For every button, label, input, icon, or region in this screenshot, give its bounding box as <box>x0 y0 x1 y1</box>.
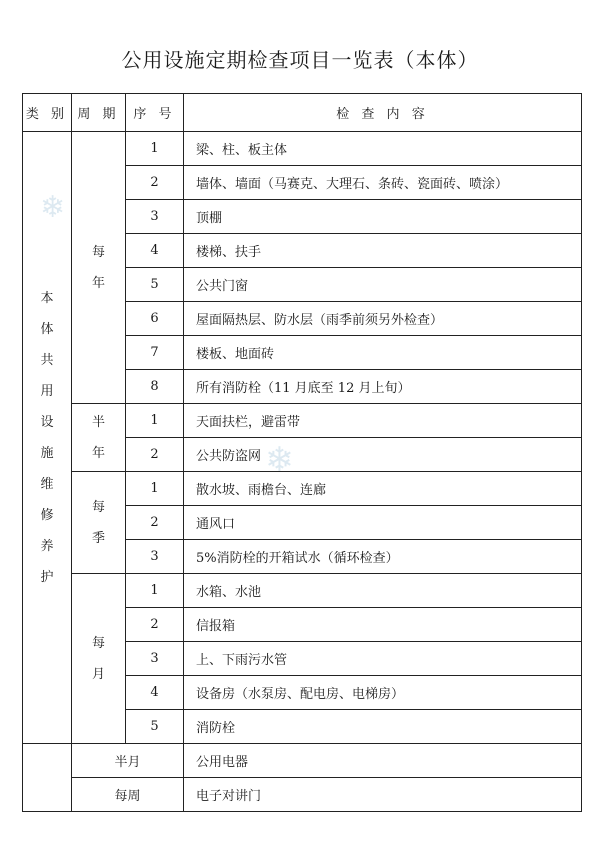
item-cell: 楼梯、扶手 <box>184 234 582 268</box>
header-period: 周 期 <box>72 94 126 132</box>
item-cell: 电子对讲门 <box>184 778 582 812</box>
seq-cell: 6 <box>126 302 184 336</box>
period-cell <box>72 132 126 404</box>
item-cell: 信报箱 <box>184 608 582 642</box>
item-cell: 水箱、水池 <box>184 574 582 608</box>
period-cell: 每周 <box>72 778 184 812</box>
category-label: 本 体 共 用 设 施 维 修 养 护 <box>40 290 54 585</box>
item-cell: 屋面隔热层、防水层（雨季前须另外检查） <box>184 302 582 336</box>
seq-cell: 1 <box>126 472 184 506</box>
item-cell: 设备房（水泵房、配电房、电梯房） <box>184 676 582 710</box>
item-cell: 公共防盗网 <box>184 438 582 472</box>
period-label: 每 季 <box>91 499 105 546</box>
header-content: 检 查 内 容 <box>184 94 582 132</box>
seq-cell: 1 <box>126 132 184 166</box>
seq-cell: 3 <box>126 540 184 574</box>
item-cell: 公用电器 <box>184 744 582 778</box>
period-cell <box>72 404 126 472</box>
item-cell: 散水坡、雨檐台、连廊 <box>184 472 582 506</box>
item-cell: 天面扶栏，避雷带 <box>184 404 582 438</box>
item-cell: 上、下雨污水管 <box>184 642 582 676</box>
seq-cell: 5 <box>126 268 184 302</box>
table-row <box>23 472 582 506</box>
period-label: 每 年 <box>91 244 105 291</box>
item-cell: 公共门窗 <box>184 268 582 302</box>
seq-cell: 1 <box>126 574 184 608</box>
header-seq: 序 号 <box>126 94 184 132</box>
category-cell <box>23 132 72 744</box>
seq-cell: 3 <box>126 200 184 234</box>
blank-cell <box>23 744 72 778</box>
period-cell: 半月 <box>72 744 184 778</box>
seq-cell: 1 <box>126 404 184 438</box>
item-cell: 梁、柱、板主体 <box>184 132 582 166</box>
period-cell <box>72 472 126 574</box>
item-cell: 消防栓 <box>184 710 582 744</box>
item-cell: 所有消防栓（11 月底至 12 月上旬） <box>184 370 582 404</box>
watermark-logo-icon: ❄ <box>265 440 294 480</box>
seq-cell: 2 <box>126 438 184 472</box>
item-cell: 顶棚 <box>184 200 582 234</box>
period-cell <box>72 574 126 744</box>
item-cell: 墙体、墙面（马赛克、大理石、条砖、瓷面砖、喷涂） <box>184 166 582 200</box>
inspection-table <box>22 93 582 812</box>
seq-cell: 2 <box>126 608 184 642</box>
table-row <box>23 778 582 812</box>
table-row <box>23 574 582 608</box>
table-row <box>23 404 582 438</box>
seq-cell: 7 <box>126 336 184 370</box>
period-label: 每 月 <box>91 635 105 682</box>
seq-cell: 8 <box>126 370 184 404</box>
blank-cell <box>23 778 72 812</box>
table-row <box>23 132 582 166</box>
seq-cell: 2 <box>126 506 184 540</box>
seq-cell: 3 <box>126 642 184 676</box>
table-row <box>23 744 582 778</box>
seq-cell: 4 <box>126 234 184 268</box>
page-title: 公用设施定期检查项目一览表（本体） <box>121 48 479 72</box>
seq-cell: 2 <box>126 166 184 200</box>
item-cell: 楼板、地面砖 <box>184 336 582 370</box>
table-header-row <box>23 94 582 132</box>
item-cell: 通风口 <box>184 506 582 540</box>
watermark-logo-icon: ❄ <box>40 190 66 225</box>
item-cell: 5%消防栓的开箱试水（循环检查） <box>184 540 582 574</box>
header-category: 类 别 <box>23 94 72 132</box>
seq-cell: 5 <box>126 710 184 744</box>
seq-cell: 4 <box>126 676 184 710</box>
period-label: 半 年 <box>91 414 105 461</box>
